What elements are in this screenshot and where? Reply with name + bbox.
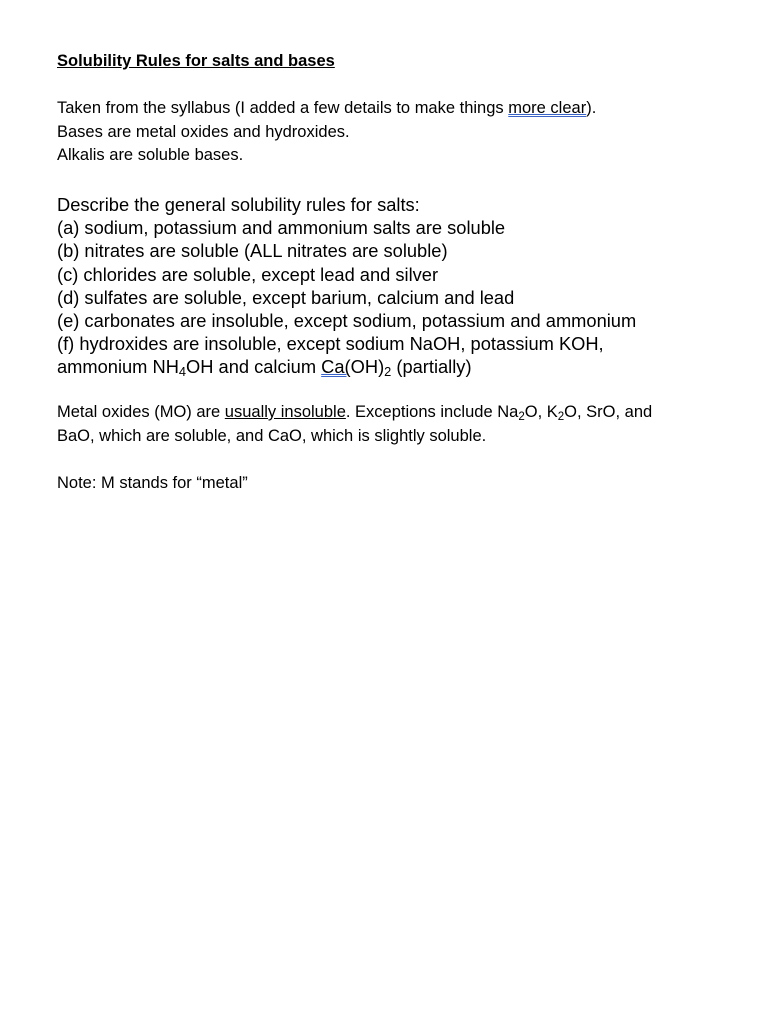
metal-oxides-paragraph (57, 401, 652, 448)
spellcheck-marked-text: more clear (508, 99, 587, 117)
intro-line-1-end: ). (586, 99, 597, 117)
solubility-rules (57, 193, 636, 379)
rule-f-text-3: OH) (350, 356, 385, 378)
intro-line-2: Bases are metal oxides and hydroxides. (57, 122, 350, 141)
note-line: Note: M stands for “metal” (57, 474, 248, 492)
intro-line-3: Alkalis are soluble bases. (57, 146, 244, 164)
rule-e: (e) carbonates are insoluble, except sodium, potassium and ammonium (57, 310, 637, 332)
rule-f-line-2 (57, 355, 636, 378)
underlined-phrase: usually insoluble (224, 403, 346, 421)
ammonium-subscript: 4 (178, 364, 187, 380)
hydroxide-subscript: 2 (384, 364, 392, 380)
intro-line-1-text: Taken from the syllabus (I added a few details to make things (57, 99, 509, 117)
rule-f-line-1: (f) hydroxides are insoluble, except sodium NaOH, potassium KOH, (57, 333, 604, 355)
spellcheck-marked-formula: Ca( (321, 356, 351, 378)
rule-d: (d) sulfates are soluble, except barium, calcium and lead (57, 286, 515, 308)
rules-heading: Describe the general solubility rules for salts: (57, 194, 420, 215)
rule-a: (a) sodium, potassium and ammonium salts are soluble (57, 217, 506, 239)
oxides-text-2: . Exceptions include Na (345, 403, 519, 421)
rule-f-text-1: ammonium NH (57, 356, 179, 378)
rule-f-text-4: (partially) (391, 356, 472, 378)
intro-paragraph (57, 97, 596, 168)
rule-c: (c) chlorides are soluble, except lead and silver (57, 263, 439, 285)
rule-b: (b) nitrates are soluble (ALL nitrates are soluble) (57, 240, 448, 262)
potassium-oxide-subscript: 2 (557, 410, 565, 423)
oxides-text-4: O, SrO, and (564, 403, 653, 421)
oxides-line-1 (57, 401, 652, 425)
oxides-line-2: BaO, which are soluble, and CaO, which is slightly soluble. (57, 426, 487, 445)
intro-line-1 (57, 97, 596, 121)
sodium-oxide-subscript: 2 (518, 410, 525, 423)
rule-f-text-2: OH and calcium (186, 356, 322, 378)
document-title: Solubility Rules for salts and bases (57, 52, 335, 70)
oxides-text-1: Metal oxides (MO) are (57, 403, 225, 421)
oxides-text-3: O, K (524, 403, 558, 421)
